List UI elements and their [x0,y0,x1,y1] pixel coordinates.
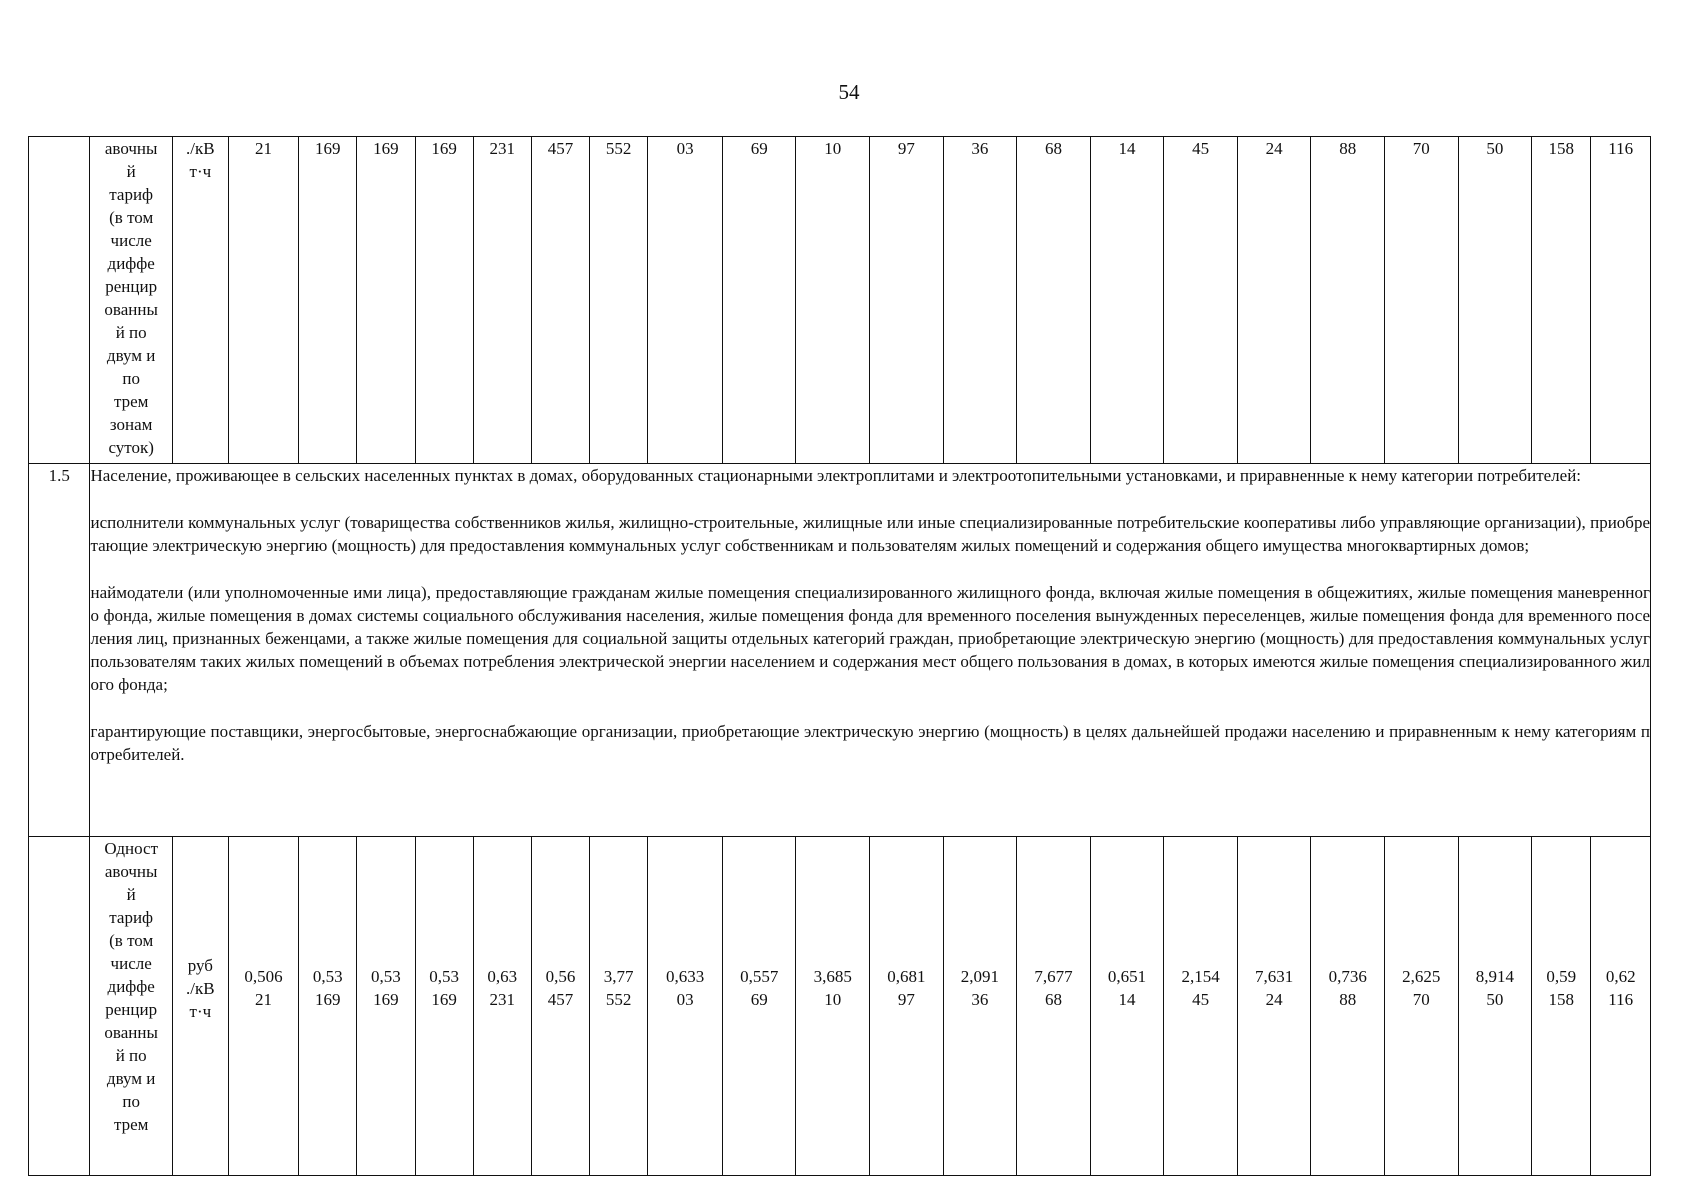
value-cell [1591,837,1651,1176]
value-cell [1017,837,1091,1176]
row-number-cell [29,137,90,464]
unit-line: ./кВ [186,139,215,158]
value-cell: 231 [473,137,531,464]
value-cell: 169 [299,137,357,464]
value-part: 97 [897,990,915,1009]
value-part: 0,59 [1546,967,1577,986]
tariff-name-line: Одност [104,839,159,858]
value-part: 50 [1486,990,1504,1009]
tariff-name-line: суток) [108,438,154,457]
value-cell: 70 [1384,137,1458,464]
value-part: 0,53 [429,967,459,986]
unit-line: т·ч [189,162,212,181]
value-cell: 88 [1311,137,1385,464]
tariff-name-line: тариф [109,185,154,204]
value-cell: 03 [648,137,723,464]
tariff-name-line: ованны [104,1023,158,1042]
unit-cell [172,137,228,464]
tariff-name-line: й [126,162,136,181]
value-cell: 116 [1591,137,1651,464]
value-cell [357,837,415,1176]
section-paragraph: гарантирующие поставщики, энергосбытовые, энергоснабжающие организации, приобретающие электрическую энергию (мощность) в целях дальнейшей продажи населению и приравненным к нему категориям потребителей. [90,722,1650,764]
tariff-name-line: зонам [109,415,153,434]
tariff-name-line: (в том [109,208,154,227]
value-part: 69 [750,990,768,1009]
value-cell: 21 [228,137,298,464]
value-cell: 68 [1017,137,1091,464]
value-part: 88 [1339,990,1357,1009]
value-cell: 97 [870,137,944,464]
value-cell: 169 [357,137,415,464]
value-cell [1458,837,1532,1176]
value-cell: 552 [590,137,648,464]
tariff-name-line: трем [113,392,149,411]
value-cell [943,837,1017,1176]
value-cell: 45 [1164,137,1238,464]
tariff-table [28,136,1651,1176]
section-paragraph: исполнители коммунальных услуг (товарищества собственников жилья, жилищно-строительные, жилищные или иные специализированные потребительские кооперативы либо управляющие организации), приобретающие электрическую энергию (мощность) для предоставления коммунальных услуг собственникам и пользователям жилых помещений и содержания общего имущества многоквартирных домов; [90,513,1650,555]
value-cell [648,837,723,1176]
page-number: 54 [838,80,860,104]
value-part: 169 [314,990,341,1009]
value-cell [1090,837,1164,1176]
tariff-name-line: й по [115,323,147,342]
value-part: 2,154 [1181,967,1220,986]
value-cell [722,837,796,1176]
tariff-name-line: тариф [109,908,154,927]
value-part: 7,677 [1034,967,1073,986]
value-cell [473,837,531,1176]
tariff-name-line: диффе [107,254,155,273]
value-cell [299,837,357,1176]
value-part: 457 [547,990,574,1009]
value-cell [1237,837,1311,1176]
value-part: 45 [1192,990,1210,1009]
section-description [90,464,1651,837]
value-cell [796,837,870,1176]
value-part: 0,651 [1107,967,1147,986]
unit-cell [172,837,228,1176]
tariff-name-line: ренцир [105,277,158,296]
value-part: 14 [1118,990,1136,1009]
tariff-name-line: (в том [109,931,154,950]
tariff-name-line: ренцир [105,1000,158,1019]
value-part: 36 [971,990,989,1009]
section-number: 1.5 [29,464,90,837]
tariff-name-line: числе [110,954,152,973]
value-cell [870,837,944,1176]
tariff-name-line: диффе [107,977,155,996]
value-part: 03 [676,990,694,1009]
value-part: 116 [1608,990,1634,1009]
value-cell [531,837,589,1176]
value-part: 0,506 [244,967,283,986]
value-cell [228,837,298,1176]
tariff-name-line: числе [110,231,152,250]
section-paragraph: Население, проживающее в сельских населенных пунктах в домах, оборудованных стационарными электроплитами и электроотопительными установками, и приравненные к нему категории потребителей: [90,466,1582,485]
value-part: 68 [1044,990,1062,1009]
value-cell [1311,837,1385,1176]
unit-line: т·ч [189,1001,212,1021]
value-cell [1532,837,1591,1176]
tariff-name-line: по [122,369,140,388]
value-cell: 24 [1237,137,1311,464]
value-part: 0,62 [1605,967,1636,986]
value-part: 158 [1548,990,1574,1009]
value-part: 0,53 [312,967,343,986]
unit-line: руб [187,955,213,975]
value-cell: 457 [531,137,589,464]
value-part: 0,557 [740,967,779,986]
tariff-name-line: трем [113,1115,149,1134]
value-part: 0,56 [545,967,576,986]
value-cell: 69 [722,137,796,464]
tariff-name-line: й [126,885,136,904]
tariff-name-cell [90,137,172,464]
value-part: 0,736 [1328,967,1367,986]
value-part: 0,633 [665,967,705,986]
value-part: 2,625 [1402,967,1441,986]
value-cell [415,837,473,1176]
value-cell: 10 [796,137,870,464]
tariff-name-cell [90,837,172,1176]
row-number-cell [29,837,90,1176]
value-part: 552 [605,990,632,1009]
value-part: 24 [1265,990,1283,1009]
value-cell: 14 [1090,137,1164,464]
tariff-name-line: й по [115,1046,147,1065]
value-part: 0,681 [887,967,926,986]
value-part: 70 [1412,990,1430,1009]
section-paragraph: наймодатели (или уполномоченные ими лица), предоставляющие гражданам жилые помещения специализированного жилищного фонда, включая жилые помещения в общежитиях, жилые помещения маневренного фонда, жилые помещения в домах системы социального обслуживания населения, жилые помещения фонда для временного поселения вынужденных переселенцев, жилые помещения фонда для временного поселения лиц, признанных беженцами, а также жилые помещения для социальной защиты отдельных категорий граждан, приобретающие электрическую энергию (мощность) для предоставления коммунальных услуг пользователям таких жилых помещений в объемах потребления электрической энергии населением и содержания мест общего пользования в домах, в которых имеются жилые помещения специализированного жилого фонда; [90,583,1650,694]
tariff-name-line: авочны [104,139,158,158]
value-part: 3,685 [813,967,852,986]
tariff-name-line: ованны [104,300,158,319]
value-part: 8,914 [1475,967,1514,986]
value-cell [1384,837,1458,1176]
value-part: 7,631 [1255,967,1294,986]
value-cell: 50 [1458,137,1532,464]
tariff-name-line: по [122,1092,140,1111]
value-cell [1164,837,1238,1176]
value-cell [590,837,648,1176]
tariff-name-line: авочны [104,862,158,881]
value-part: 169 [431,990,457,1009]
value-part: 0,63 [487,967,518,986]
value-cell: 158 [1532,137,1591,464]
tariff-name-line: двум и [106,346,156,365]
value-part: 2,091 [960,967,1000,986]
table-row-bottom [29,837,1651,1176]
table-row-section [29,464,1651,837]
value-part: 169 [373,990,399,1009]
tariff-name-line: двум и [106,1069,156,1088]
value-part: 3,77 [603,967,634,986]
unit-line: ./кВ [186,978,215,998]
value-part: 21 [254,990,272,1009]
value-cell: 169 [415,137,473,464]
value-part: 10 [824,990,842,1009]
table-row-top [29,137,1651,464]
value-cell: 36 [943,137,1017,464]
value-part: 231 [489,990,516,1009]
value-part: 0,53 [371,967,401,986]
